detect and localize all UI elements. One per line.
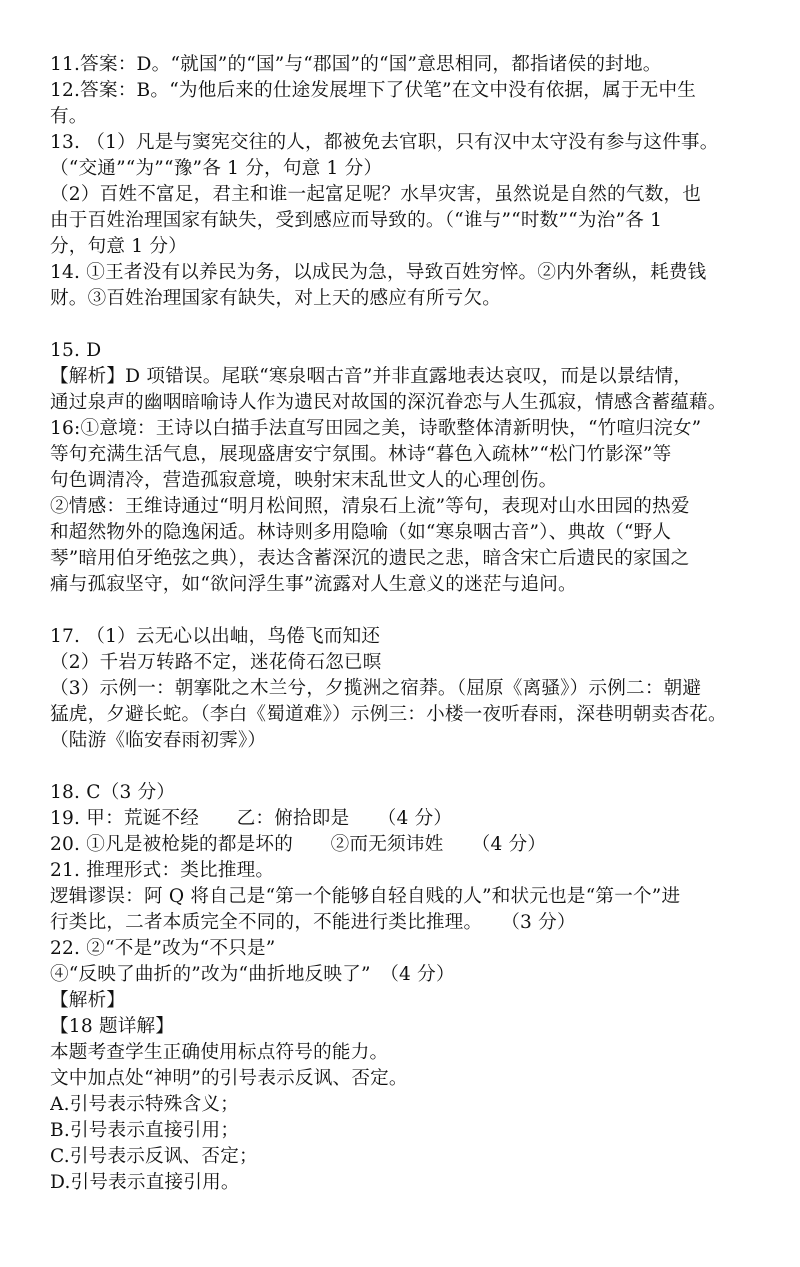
text-line: B.引号表示直接引用； (50, 1120, 240, 1141)
text-line: D.引号表示直接引用。 (50, 1172, 240, 1193)
text-line: 逻辑谬误：阿 Q 将自己是“第一个能够自轻自贱的人”和状元也是“第一个”进 (50, 886, 681, 907)
text-line: 【18 题详解】 (50, 1016, 175, 1037)
text-line: 13. （1）凡是与窦宪交往的人，都被免去官职，只有汉中太守没有参与这件事。 (50, 132, 719, 153)
text-line: ④“反映了曲折的”改为“曲折地反映了” （4 分） (50, 964, 455, 985)
text-line: 和超然物外的隐逸闲适。林诗则多用隐喻（如“寒泉咽古音”）、典故（“野人 (50, 522, 672, 543)
text-line: 11.答案：D。“就国”的“国”与“郡国”的“国”意思相同，都指诸侯的封地。 (50, 54, 662, 75)
text-line: 本题考查学生正确使用标点符号的能力。 (50, 1042, 389, 1063)
text-line: 由于百姓治理国家有缺失，受到感应而导致的。（“谁与”“时数”“为治”各 1 (50, 210, 663, 231)
text-line: 15. D (50, 340, 102, 361)
text-line: ②情感：王维诗通过“明月松间照，清泉石上流”等句，表现对山水田园的热爱 (50, 496, 690, 517)
text-line: 文中加点处“神明”的引号表示反讽、否定。 (50, 1068, 408, 1089)
text-line: （“交通”“为”“豫”各 1 分，句意 1 分） (50, 158, 383, 179)
text-line: （2）百姓不富足，君主和谁一起富足呢？水旱灾害，虽然说是自然的气数，也 (50, 184, 702, 205)
blank-line (50, 312, 766, 338)
text-line: 猛虎，夕避长蛇。（李白《蜀道难》）示例三：小楼一夜听春雨，深巷明朝卖杏花。 (50, 704, 727, 725)
text-line: （2）千岩万转路不定，迷花倚石忽已暝 (50, 652, 382, 673)
text-line: 痛与孤寂坚守，如“欲问浮生事”流露对人生意义的迷茫与追问。 (50, 574, 577, 595)
text-line: 14. ①王者没有以养民为务，以成民为急，导致百姓穷悴。②内外奢纵，耗费钱 (50, 262, 707, 283)
text-line: 等句充满生活气息，展现盛唐安宁氛围。林诗“暮色入疏林”“松门竹影深”等 (50, 444, 672, 465)
text-line: 分，句意 1 分） (50, 236, 188, 257)
text-line: 【解析】D 项错误。尾联“寒泉咽古音”并非直露地表达哀叹，而是以景结情， (50, 366, 693, 387)
text-line: 18. C（3 分） (50, 782, 176, 803)
text-line: 22. ②“不是”改为“不只是” (50, 938, 276, 959)
text-line: C.引号表示反讽、否定； (50, 1146, 258, 1167)
text-line: 【解析】 (50, 990, 126, 1011)
text-line: A.引号表示特殊含义； (50, 1094, 239, 1115)
text-line: （3）示例一：朝搴阰之木兰兮，夕揽洲之宿莽。（屈原《离骚》）示例二：朝避 (50, 678, 702, 699)
blank-line (50, 598, 766, 624)
text-line: （陆游《临安春雨初霁》） (50, 730, 267, 751)
blank-line (50, 754, 766, 780)
text-line: 通过泉声的幽咽暗喻诗人作为遗民对故国的深沉眷恋与人生孤寂，情感含蓄蕴藉。 (50, 392, 727, 413)
text-line: 17. （1）云无心以出岫，鸟倦飞而知还 (50, 626, 381, 647)
text-line: 句色调清冷，营造孤寂意境，映射宋末乱世文人的心理创伤。 (50, 470, 558, 491)
text-line: 琴”暗用伯牙绝弦之典），表达含蓄深沉的遗民之悲，暗含宋亡后遗民的家国之 (50, 548, 690, 569)
text-line: 19. 甲：荒诞不经 乙：俯拾即是 （4 分） (50, 808, 453, 829)
text-line: 12.答案：B。“为他后来的仕途发展埋下了伏笔”在文中没有依据，属于无中生 (50, 80, 697, 101)
text-line: 行类比，二者本质完全不同的，不能进行类比推理。 （3 分） (50, 912, 576, 933)
text-line: 有。 (50, 106, 88, 127)
text-line: 财。③百姓治理国家有缺失，对上天的感应有所亏欠。 (50, 288, 502, 309)
text-line: 16:①意境：王诗以白描手法直写田园之美，诗歌整体清新明快，“竹喧归浣女” (50, 418, 702, 439)
text-line: 21. 推理形式：类比推理。 (50, 860, 275, 881)
text-line: 20. ①凡是被枪毙的都是坏的 ②而无须讳姓 （4 分） (50, 834, 547, 855)
